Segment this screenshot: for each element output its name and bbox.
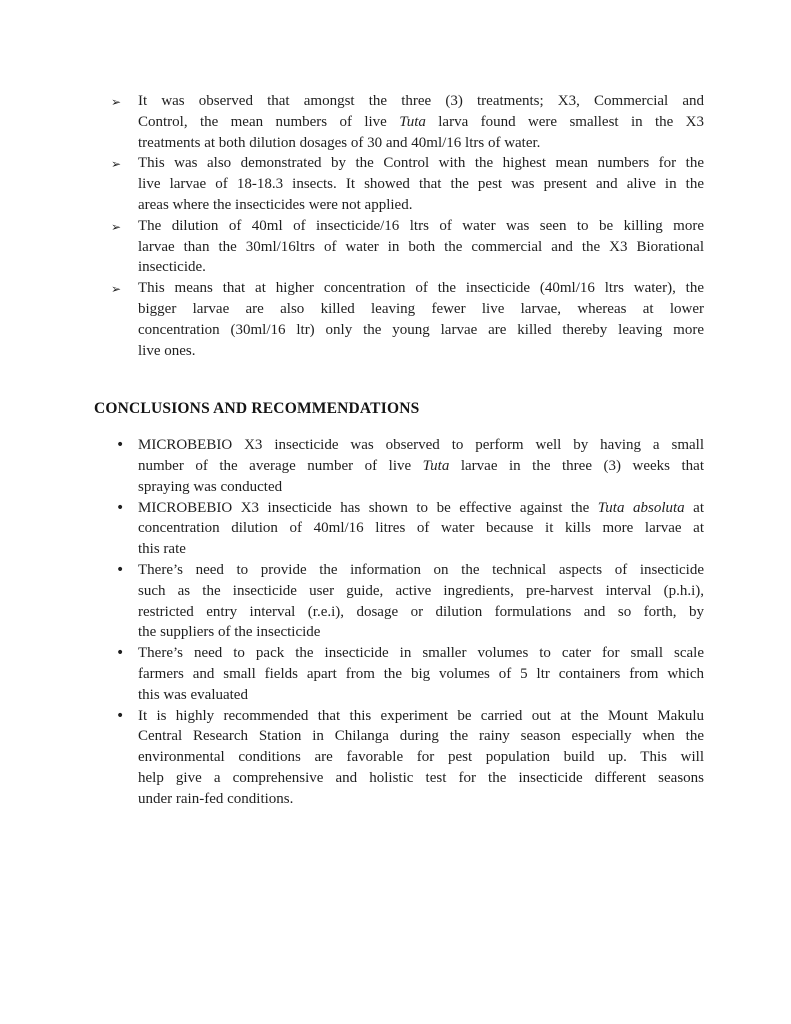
text-line: Central Research Station in Chilanga during the rainy season especially when the — [138, 728, 704, 745]
bullet-list-item — [94, 560, 704, 643]
list-item-text — [138, 435, 704, 497]
arrow-bullet-icon: ➢ — [111, 282, 122, 297]
conclusions-heading: CONCLUSIONS AND RECOMMENDATIONS — [94, 400, 420, 418]
text-line: number of the average number of live Tuta larvae in the three (3) weeks that — [138, 457, 704, 474]
list-item-text — [138, 560, 704, 643]
text-line: live larvae of 18-18.3 insects. It showed that the pest was present and alive in the — [138, 176, 704, 193]
text-line: This was also demonstrated by the Control with the highest mean numbers for the — [138, 155, 704, 172]
text-line: insecticide. — [138, 259, 206, 276]
list-item-text — [138, 643, 704, 705]
text-line: such as the insecticide user guide, active ingredients, pre-harvest interval (p.h.i), — [138, 582, 704, 599]
arrow-bullet-icon: ➢ — [111, 219, 122, 234]
text-line: There’s need to pack the insecticide in smaller volumes to cater for small scale — [138, 645, 704, 662]
text-line: MICROBEBIO X3 insecticide was observed to perform well by having a small — [138, 437, 704, 454]
text-line: MICROBEBIO X3 insecticide has shown to be effective against the Tuta absoluta at — [138, 499, 704, 516]
text-line: There’s need to provide the information on the technical aspects of insecticide — [138, 561, 704, 578]
list-item-text — [138, 91, 704, 153]
text-line: farmers and small fields apart from the big volumes of 5 ltr containers from which — [138, 665, 704, 682]
text-line: Control, the mean numbers of live Tuta larva found were smallest in the X3 — [138, 113, 704, 130]
text-line: live ones. — [138, 342, 196, 359]
dot-bullet-icon: • — [116, 499, 125, 516]
bullet-list-item — [94, 498, 704, 560]
text-line: concentration (30ml/16 ltr) only the young larvae are killed thereby leaving more — [138, 321, 704, 338]
text-line: under rain-fed conditions. — [138, 790, 294, 807]
text-line: It is highly recommended that this experiment be carried out at the Mount Makulu — [138, 707, 704, 724]
text-line: this was evaluated — [138, 686, 248, 703]
arrow-bullet-icon: ➢ — [111, 95, 122, 109]
list-item-text — [138, 706, 704, 810]
list-item-text — [138, 153, 704, 215]
text-line: areas where the insecticides were not applied. — [138, 196, 413, 213]
text-line: bigger larvae are also killed leaving fewer live larvae, whereas at lower — [138, 300, 704, 317]
bullet-list-item — [94, 706, 704, 810]
text-line: This means that at higher concentration of the insecticide (40ml/16 ltrs water), the — [138, 280, 704, 297]
text-line: spraying was conducted — [138, 478, 283, 495]
arrow-list-item — [94, 216, 704, 278]
dot-bullet-icon: • — [116, 561, 125, 578]
text-line: environmental conditions are favorable for pest population build up. This will — [138, 749, 704, 766]
text-line: It was observed that amongst the three (3) treatments; X3, Commercial and — [138, 93, 704, 109]
text-line: treatments at both dilution dosages of 30 and 40ml/16 ltrs of water. — [138, 134, 541, 151]
recommendations-bullet-list — [94, 435, 704, 809]
observations-arrow-list — [94, 91, 704, 361]
text-line: this rate — [138, 541, 186, 558]
text-line: restricted entry interval (r.e.i), dosage or dilution formulations and so forth, by — [138, 603, 704, 620]
list-item-text — [138, 278, 704, 361]
arrow-list-item — [94, 278, 704, 361]
list-item-text — [138, 498, 704, 560]
text-line: the suppliers of the insecticide — [138, 624, 321, 641]
arrow-list-item — [94, 91, 704, 153]
arrow-bullet-icon: ➢ — [111, 157, 122, 172]
dot-bullet-icon: • — [116, 645, 125, 662]
arrow-list-item — [94, 153, 704, 215]
bullet-list-item — [94, 643, 704, 705]
bullet-list-item — [94, 435, 704, 497]
dot-bullet-icon: • — [116, 437, 125, 454]
text-line: concentration dilution of 40ml/16 litres of water because it kills more larvae at — [138, 520, 704, 537]
text-line: larvae than the 30ml/16ltrs of water in both the commercial and the X3 Biorational — [138, 238, 704, 255]
dot-bullet-icon: • — [116, 707, 125, 724]
text-line: The dilution of 40ml of insecticide/16 ltrs of water was seen to be killing more — [138, 217, 704, 234]
text-line: help give a comprehensive and holistic test for the insecticide different seasons — [138, 769, 704, 786]
list-item-text — [138, 216, 704, 278]
